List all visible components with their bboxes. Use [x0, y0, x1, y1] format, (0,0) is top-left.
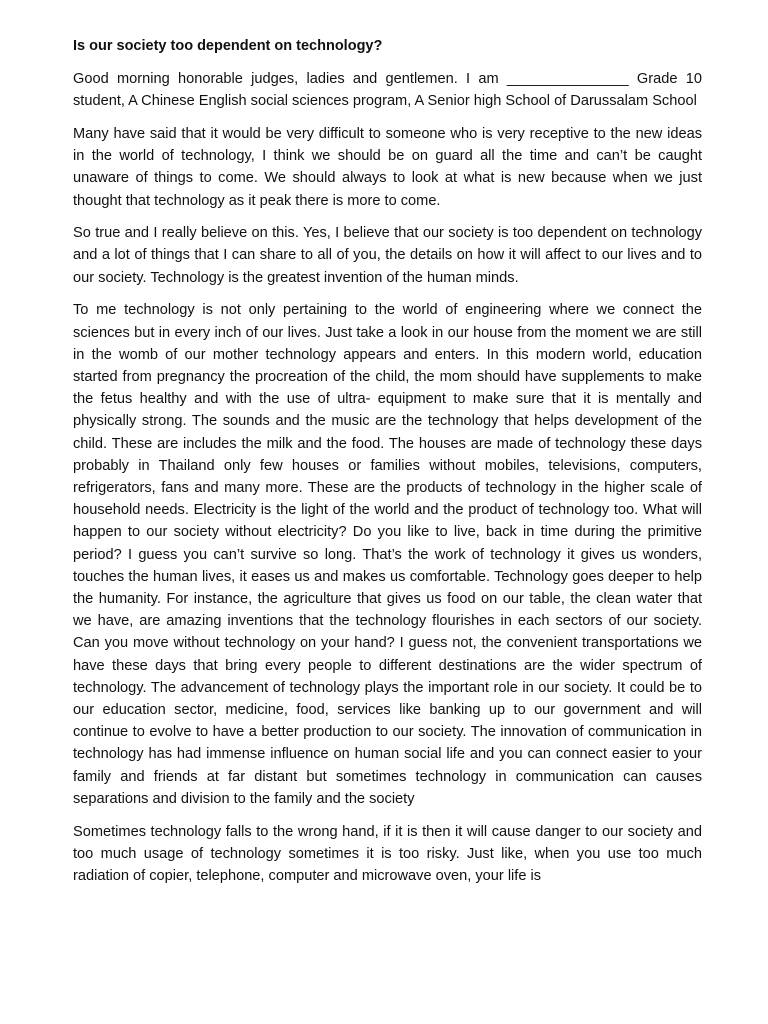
- document-title: Is our society too dependent on technology?: [73, 38, 383, 54]
- paragraph-receptive: Many have said that it would be very difficult to someone who is very receptive to the new ideas in the world of technology, I think we should be on guard all the time and can’t be caught unaware of things to come. We should always to look at what is new because when we just thought that technology as it peak there is more to come.: [73, 125, 702, 209]
- paragraph-greeting: Good morning honorable judges, ladies and gentlemen. I am _______________ Grade 10 student, A Chinese English social sciences program, A Senior high School of Darussalam School: [73, 71, 702, 110]
- paragraph-technology-everywhere: To me technology is not only pertaining to the world of engineering where we connect the sciences but in every inch of our lives. Just take a look in our house from the moment we are still in the womb of our mother technology appears and enters. In this modern world, education started from pregnancy the procreation of the child, the mom should have supplements to make the fetus healthy and with the use of ultra- equipment to make sure that it is mentally and physically strong. The sounds and the music are the technology that helps development of the child. These are includes the milk and the food. The houses are made of technology these days probably in Thailand only few houses or families without mobiles, televisions, computers, refrigerators, fans and many more. These are the products of technology in the higher scale of household needs. Electricity is the light of the world and the product of technology too. What will happen to our society without electricity? Do you like to live, back in time during the primitive period? I guess you can’t survive so long. That’s the work of technology it gives us wonders, touches the human lives, it eases us and makes us comfortable. Technology goes deeper to help the humanity. For instance, the agriculture that gives us food on our table, the clean water that we have, are amazing inventions that the technology flourishes in each sectors of our society. Can you move without technology on your hand? I guess not, the convenient transportations we have these days that bring every people to different destinations are the wider spectrum of technology. The advancement of technology plays the important role in our society. It could be to our education sector, medicine, food, services like banking up to our government and will continue to evolve to have a better production to our society. The innovation of communication in technology has had immense influence on human social life and you can connect easier to your family and friends at far distant but sometimes technology in communication can causes separations and division to the family and the society: [73, 302, 702, 807]
- paragraph-wrong-hands: Sometimes technology falls to the wrong hand, if it is then it will cause danger to our society and too much usage of technology sometimes it is too risky. Just like, when you use too much radiation of copier, telephone, computer and microwave oven, your life is: [73, 823, 702, 884]
- paragraph-belief: So true and I really believe on this. Yes, I believe that our society is too dependent on technology and a lot of things that I can share to all of you, the details on how it will affect to our lives and to our society. Technology is the greatest invention of the human minds.: [73, 225, 702, 286]
